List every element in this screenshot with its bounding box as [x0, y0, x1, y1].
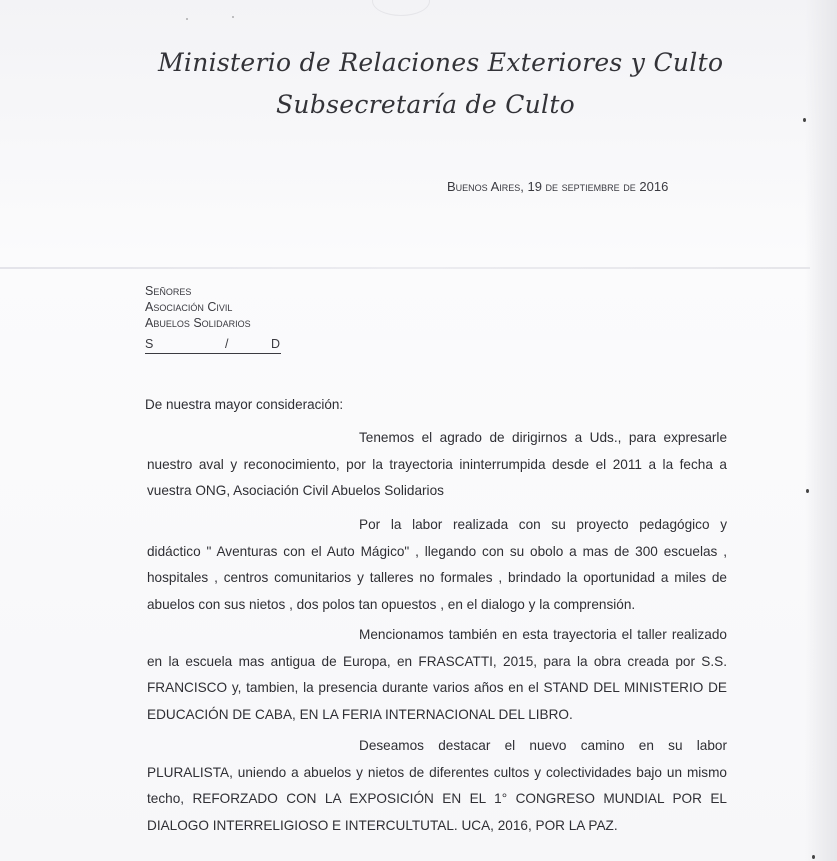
body-paragraph-3: Mencionamos también en esta trayectoria el taller realizado en la escuela mas antigua de Europa, en FRASCATTI, 2015, para la obra creada por S.S. FRANCISCO y, tambien, la presencia durante varios años en el STAND DEL MINISTERIO DE EDUCACIÓN DE CABA, EN LA FERIA INTERNACIONAL DEL LIBRO.	[147, 627, 727, 722]
body-paragraph-4: Deseamos destacar el nuevo camino en su labor PLURALISTA, uniendo a abuelos y nietos de diferentes cultos y colectividades bajo un mismo techo, REFORZADO CON LA EXPOSICIÓN EN EL 1° CONGRESO MUNDIAL POR EL DIALOGO INTERRELIGIOSO E INTERCULTUTAL. UCA, 2016, POR LA PAZ.	[147, 738, 727, 833]
sd-d: D	[271, 337, 281, 351]
addressee-line-3: Abuelos Solidarios	[145, 316, 251, 330]
letterhead-subsecretariat: Subsecretaría de Culto	[276, 90, 576, 119]
greeting: De nuestra mayor consideración:	[145, 397, 344, 412]
letter-date: Buenos Aires, 19 de septiembre de 2016	[447, 179, 669, 194]
paper-edge-shadow	[805, 0, 837, 861]
letterhead-ministry: Ministerio de Relaciones Exteriores y Culto	[158, 48, 724, 77]
sd-slash: /	[225, 337, 229, 351]
addressee-line-1: Señores	[145, 284, 192, 298]
sd-s: S	[145, 337, 154, 351]
embossed-seal	[372, 0, 430, 16]
body-paragraph-1: Tenemos el agrado de dirigirnos a Uds., para expresarle nuestro aval y reconocimiento, por la trayectoria ininterrumpida desde el 2011 a la fecha a vuestra ONG, Asociación Civil Abuelos Solidarios	[147, 430, 727, 498]
paper-speck	[806, 489, 809, 493]
addressee-line-2: Asociación Civil	[145, 300, 233, 314]
sd-abbreviation	[145, 337, 281, 354]
paper-speck	[186, 18, 188, 20]
body-paragraph-2: Por la labor realizada con su proyecto pedagógico y didáctico " Aventuras con el Auto Mágico" , llegando con su obolo a mas de 300 escuelas , hospitales , centros comunitarios y talleres no formales , brindado la oportunidad a miles de abuelos con sus nietos , dos polos tan opuestos , en el dialogo y la comprensión.	[147, 517, 727, 612]
paper-speck	[803, 118, 806, 122]
paper-speck	[232, 16, 234, 18]
paper-speck	[812, 855, 815, 859]
paper-fold-line	[0, 267, 810, 269]
